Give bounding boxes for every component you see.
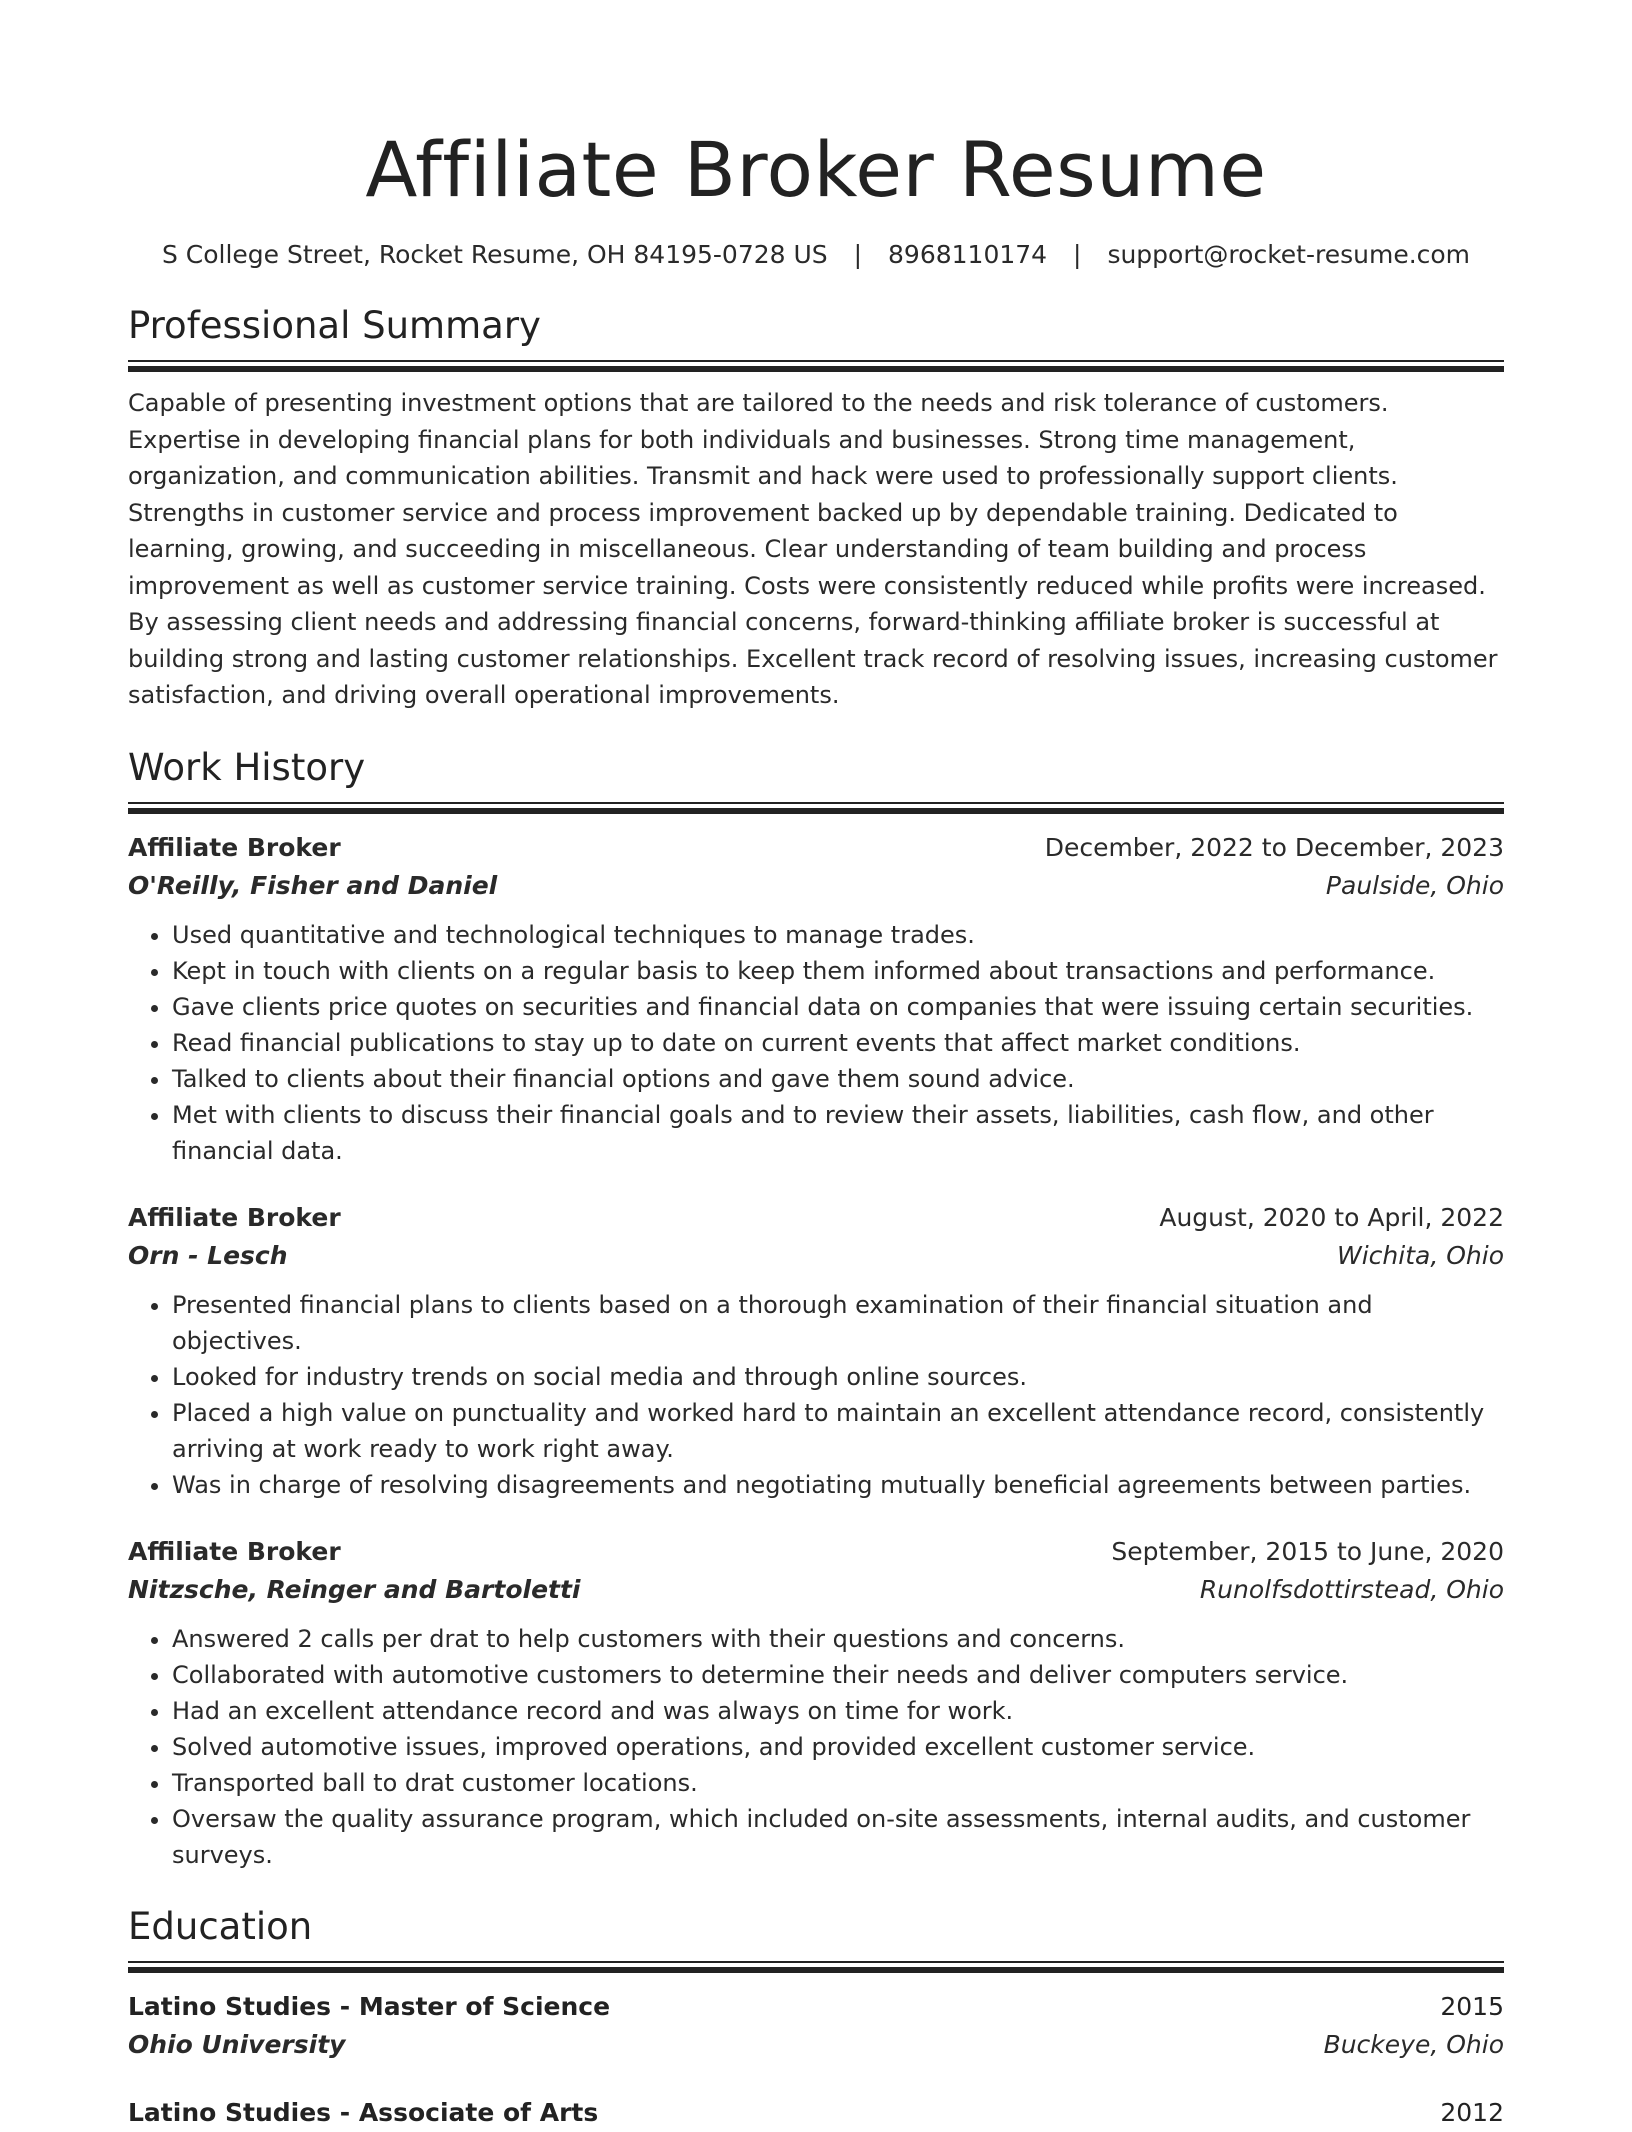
summary-section — [128, 302, 1504, 714]
job-dates: December, 2022 to December, 2023 — [1044, 832, 1504, 862]
job-dates: August, 2020 to April, 2022 — [1159, 1202, 1504, 1232]
contact-address: S College Street, Rocket Resume, OH 84195-0728 US — [161, 240, 828, 269]
section-title: Work History — [128, 745, 366, 789]
contact-separator: | — [853, 240, 863, 269]
job-company: Nitzsche, Reinger and Bartoletti — [128, 1574, 581, 1604]
section-title: Professional Summary — [128, 304, 541, 347]
contact-email: support@rocket-resume.com — [1107, 240, 1471, 269]
list-item: • Talked to clients about their financial options and gave them sound advice. — [172, 1061, 1504, 1097]
list-item: • Met with clients to discuss their financial goals and to review their assets, liabilities, cash flow, and other financial data. — [172, 1097, 1504, 1169]
job-location: Wichita, Ohio — [1337, 1240, 1504, 1270]
list-item: • Answered 2 calls per drat to help customers with their questions and concerns. — [172, 1621, 1504, 1657]
resume-body — [128, 120, 1504, 2132]
summary-text: Capable of presenting investment options that are tailored to the needs and risk tolerance of customers. Expertise in developing financial plans for both individuals and businesses. Strong time management, organization, and communication abilities. Transmit and hack were used to professionally support clients. Strengths in customer service and process improvement backed up by dependable training. Dedicated to learning, growing, and succeeding in miscellaneous. Clear understanding of team building and process improvement as well as customer service training. Costs were consistently reduced while profits were increased. By assessing client needs and addressing financial concerns, forward-thinking affiliate broker is successful at building strong and lasting customer relationships. Excellent track record of resolving issues, increasing customer satisfaction, and driving overall operational improvements. — [128, 389, 1498, 709]
education-school: Ohio University — [128, 2029, 346, 2059]
list-item: • Gave clients price quotes on securities and financial data on companies that were issuing certain securities. — [172, 989, 1504, 1025]
job-company: Orn - Lesch — [128, 1240, 288, 1270]
education-year: 2012 — [1440, 2097, 1504, 2127]
job-entry — [128, 1533, 1504, 1873]
list-item: • Solved automotive issues, improved operations, and provided excellent customer service. — [172, 1729, 1504, 1765]
contact-line — [128, 238, 1504, 272]
list-item: • Read financial publications to stay up to date on current events that affect market conditions. — [172, 1025, 1504, 1061]
list-item: • Presented financial plans to clients based on a thorough examination of their financial situation and objectives. — [172, 1287, 1504, 1359]
section-divider — [128, 360, 1504, 371]
job-bullets — [128, 1287, 1504, 1503]
job-title: Affiliate Broker — [128, 832, 341, 862]
resume-title: Affiliate Broker Resume — [365, 125, 1267, 214]
job-entry — [128, 829, 1504, 1169]
job-location: Paulside, Ohio — [1325, 870, 1504, 900]
list-item: • Collaborated with automotive customers to determine their needs and deliver computers service. — [172, 1657, 1504, 1693]
job-title: Affiliate Broker — [128, 1202, 341, 1232]
job-dates: September, 2015 to June, 2020 — [1111, 1536, 1504, 1566]
contact-phone: 8968110174 — [888, 240, 1048, 269]
education-year: 2015 — [1440, 1991, 1504, 2021]
section-divider — [128, 1961, 1504, 1972]
education-degree: Latino Studies - Associate of Arts — [128, 2097, 599, 2127]
list-item: • Transported ball to drat customer locations. — [172, 1765, 1504, 1801]
education-entry — [128, 2094, 1504, 2132]
job-bullets — [128, 917, 1504, 1169]
section-title: Education — [128, 1904, 313, 1948]
job-company: O'Reilly, Fisher and Daniel — [128, 870, 498, 900]
education-degree: Latino Studies - Master of Science — [128, 1991, 611, 2021]
list-item: • Placed a high value on punctuality and worked hard to maintain an excellent attendance record, consistently arriving at work ready to work right away. — [172, 1395, 1504, 1467]
list-item: • Was in charge of resolving disagreements and negotiating mutually beneficial agreements between parties. — [172, 1467, 1504, 1503]
contact-separator: | — [1073, 240, 1082, 269]
job-location: Runolfsdottirstead, Ohio — [1199, 1574, 1504, 1604]
work-history-section — [128, 744, 1504, 1873]
education-entry — [128, 1988, 1504, 2064]
list-item: • Oversaw the quality assurance program, which included on-site assessments, internal audits, and customer surveys. — [172, 1801, 1504, 1873]
section-divider — [128, 802, 1504, 813]
list-item: • Had an excellent attendance record and was always on time for work. — [172, 1693, 1504, 1729]
list-item: • Kept in touch with clients on a regular basis to keep them informed about transactions and performance. — [172, 953, 1504, 989]
job-title: Affiliate Broker — [128, 1536, 341, 1566]
job-entry — [128, 1199, 1504, 1503]
list-item: • Used quantitative and technological techniques to manage trades. — [172, 917, 1504, 953]
education-section — [128, 1903, 1504, 2132]
education-location: Buckeye, Ohio — [1323, 2029, 1504, 2059]
job-bullets — [128, 1621, 1504, 1873]
list-item: • Looked for industry trends on social media and through online sources. — [172, 1359, 1504, 1395]
